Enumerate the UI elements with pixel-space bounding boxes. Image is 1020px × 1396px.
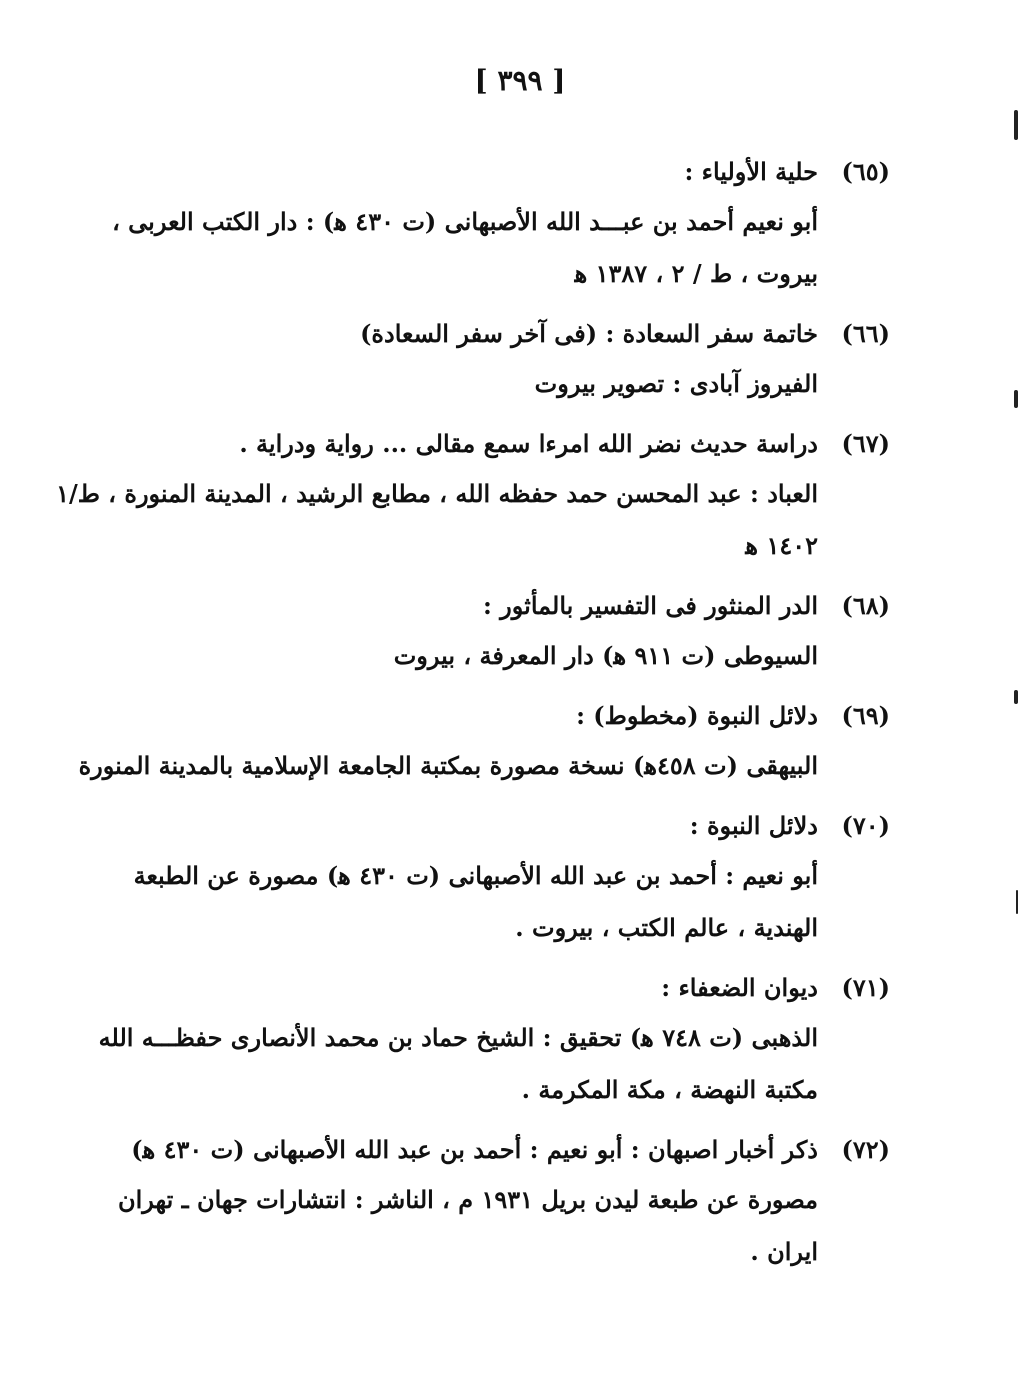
bibliography-entry (78, 692, 890, 792)
entry-heading (160, 964, 890, 1012)
entry-heading (160, 148, 890, 196)
entry-line: أبو نعيم : أحمد بن عبد الله الأصبهانى (ت ٤٣٠ ﻫ) مصورة عن الطبعة (133, 861, 818, 890)
entry-line: أبو نعيم أحمد بن عبـــد الله الأصبهانى (ت ٤٣٠ ﻫ) : دار الكتب العربى ، (112, 207, 818, 236)
entry-title: دلائل النبوة : (689, 811, 818, 840)
scan-edge-mark (1016, 890, 1018, 914)
entry-line: البيهقى (ت ٤٥٨ﻫ) نسخة مصورة بمكتبة الجامعة الإسلامية بالمدينة المنورة (78, 751, 818, 780)
entry-line: الذهبى (ت ٧٤٨ ﻫ) تحقيق : الشيخ حماد بن محمد الأنصارى حفظـــه الله (98, 1023, 818, 1052)
entry-line: السيوطى (ت ٩١١ ﻫ) دار المعرفة ، بيروت (393, 641, 818, 670)
bibliography-entry (133, 802, 890, 954)
entry-heading (160, 802, 890, 850)
page-number: [ ٣٩٩ ] (474, 64, 566, 97)
bibliography-entry (112, 148, 890, 300)
entry-line: مكتبة النهضة ، مكة المكرمة . (521, 1075, 818, 1104)
entry-title: الدر المنثور فى التفسير بالمأثور : (482, 591, 818, 620)
entry-number: (٦٥) (841, 157, 890, 186)
entry-heading (160, 310, 890, 358)
entry-line: الهندية ، عالم الكتب ، بيروت . (515, 913, 818, 942)
entry-number: (٧٠) (841, 811, 890, 840)
entry-line: العباد : عبد المحسن حمد حفظه الله ، مطابع الرشيد ، المدينة المنورة ، ط/١ (56, 479, 818, 508)
entry-title: دراسة حديث نضر الله امرءا سمع مقالى ... رواية ودراية . (239, 429, 818, 458)
entry-number: (٦٩) (841, 701, 890, 730)
entry-number: (٦٦) (841, 319, 890, 348)
scan-edge-mark (1014, 390, 1018, 408)
entry-title: ديوان الضعفاء : (661, 973, 818, 1002)
entry-heading (160, 582, 890, 630)
entry-number: (٧٢) (841, 1135, 890, 1164)
entry-title: ذكر أخبار اصبهان : أبو نعيم : أحمد بن عبد الله الأصبهانى (ت ٤٣٠ ﻫ) (131, 1135, 818, 1164)
entry-line: ايران . (750, 1237, 818, 1266)
entry-heading (160, 420, 890, 468)
entry-title: خاتمة سفر السعادة : (فى آخر سفر السعادة) (360, 319, 818, 348)
entry-line: مصورة عن طبعة ليدن بريل ١٩٣١ م ، الناشر : انتشارات جهان ـ تهران (117, 1185, 818, 1214)
entry-number: (٦٧) (841, 429, 890, 458)
bibliography-entry (117, 1126, 890, 1278)
entry-number: (٦٨) (841, 591, 890, 620)
scan-edge-mark (1014, 690, 1018, 704)
entry-line: بيروت ، ط / ٢ ، ١٣٨٧ ﻫ (574, 259, 818, 288)
bibliography-entry (160, 310, 890, 410)
entry-number: (٧١) (841, 973, 890, 1002)
bibliography-list (56, 148, 890, 1288)
entry-line: ١٤٠٢ ﻫ (745, 531, 818, 560)
entry-heading (160, 692, 890, 740)
bibliography-entry (56, 420, 890, 572)
bibliography-entry (160, 582, 890, 682)
scan-edge-mark (1014, 110, 1018, 140)
entry-title: حلية الأولياء : (684, 157, 818, 186)
entry-line: الفيروز آبادى : تصوير بيروت (534, 369, 818, 398)
entry-heading (131, 1126, 890, 1174)
bibliography-entry (98, 964, 890, 1116)
entry-title: دلائل النبوة (مخطوط) : (576, 701, 818, 730)
